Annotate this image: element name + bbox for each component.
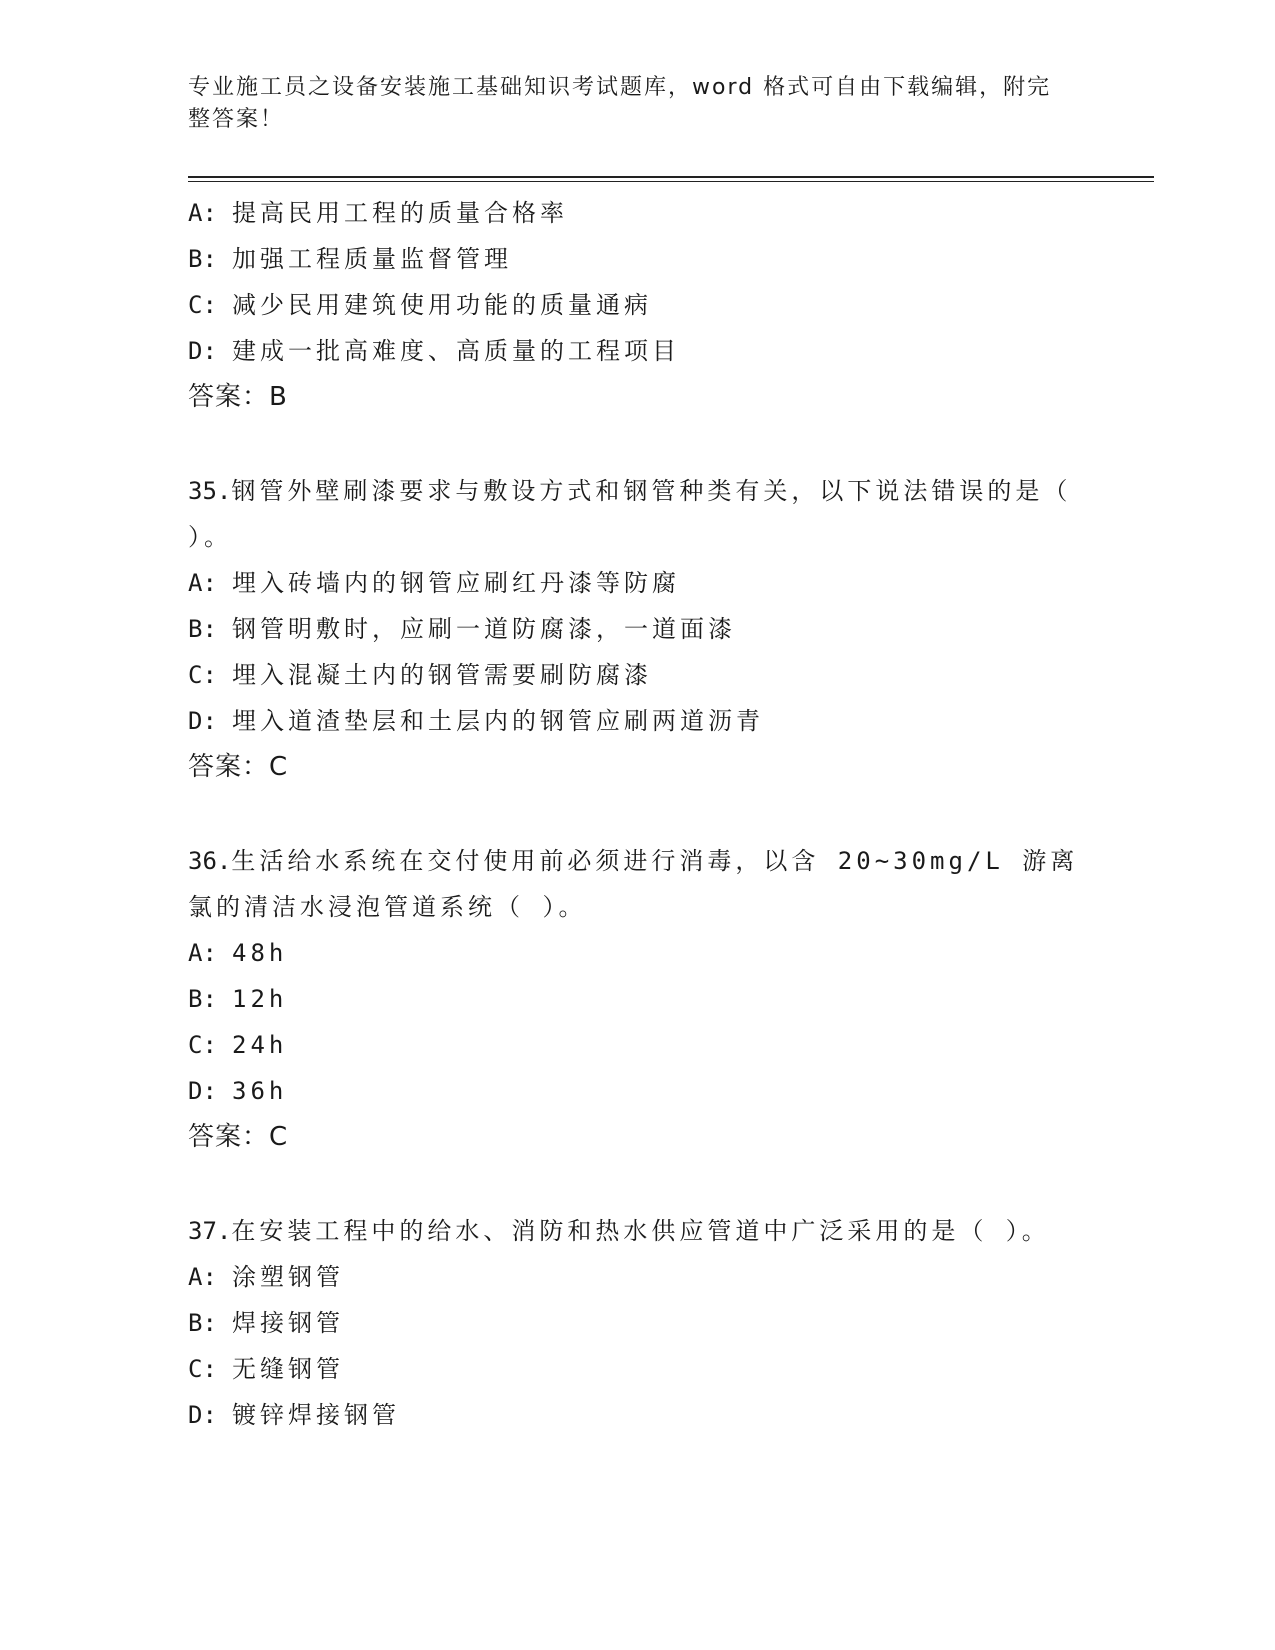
option-text: 加强工程质量监督管理: [232, 245, 512, 273]
question-number: 35.: [188, 477, 232, 505]
option-b: B: 12h: [188, 985, 288, 1013]
option-d: D: 埋入道渣垫层和土层内的钢管应刷两道沥青: [188, 707, 764, 735]
option-text: 提高民用工程的质量合格率: [232, 199, 568, 227]
option-a: A: 涂塑钢管: [188, 1263, 344, 1291]
option-text: 12h: [232, 985, 288, 1013]
answer-value: B: [269, 382, 288, 412]
option-text: 钢管明敷时，应刷一道防腐漆，一道面漆: [232, 615, 736, 643]
question-text: 生活给水系统在交付使用前必须进行消毒，以含 20~30mg/L 游离氯的清洁水浸泡管道系统（ ）。: [188, 847, 1079, 921]
option-text: 镀锌焊接钢管: [232, 1401, 400, 1429]
option-c: C: 减少民用建筑使用功能的质量通病: [188, 291, 652, 319]
question-stem: [188, 838, 1088, 930]
option-text: 36h: [232, 1077, 288, 1105]
option-text: 焊接钢管: [232, 1309, 344, 1337]
answer-value: C: [269, 1122, 289, 1152]
option-text: 24h: [232, 1031, 288, 1059]
option-text: 埋入混凝土内的钢管需要刷防腐漆: [232, 661, 652, 689]
document-header: 专业施工员之设备安装施工基础知识考试题库，word 格式可自由下载编辑，附完整答案！: [188, 75, 1052, 132]
option-d: D: 36h: [188, 1077, 288, 1105]
header-divider-thick: [188, 176, 1154, 178]
question-text: 在安装工程中的给水、消防和热水供应管道中广泛采用的是（ ）。: [231, 1217, 1050, 1245]
option-a: A: 提高民用工程的质量合格率: [188, 199, 568, 227]
question-list: [188, 190, 1088, 1438]
answer-line: 答案：B: [188, 382, 288, 412]
option-text: 建成一批高难度、高质量的工程项目: [232, 337, 680, 365]
option-text: 涂塑钢管: [232, 1263, 344, 1291]
option-text: 埋入道渣垫层和土层内的钢管应刷两道沥青: [232, 707, 764, 735]
option-d: D: 镀锌焊接钢管: [188, 1401, 400, 1429]
option-a: A: 埋入砖墙内的钢管应刷红丹漆等防腐: [188, 569, 680, 597]
option-b: B: 钢管明敷时，应刷一道防腐漆，一道面漆: [188, 615, 736, 643]
option-d: D: 建成一批高难度、高质量的工程项目: [188, 337, 680, 365]
question-number: 36.: [188, 847, 232, 875]
answer-line: 答案：C: [188, 1122, 289, 1152]
question-36: [188, 838, 1088, 1160]
option-c: C: 24h: [188, 1031, 288, 1059]
answer-value: C: [269, 752, 289, 782]
option-text: 无缝钢管: [232, 1355, 344, 1383]
option-b: B: 焊接钢管: [188, 1309, 344, 1337]
option-text: 埋入砖墙内的钢管应刷红丹漆等防腐: [232, 569, 680, 597]
answer-line: 答案：C: [188, 752, 289, 782]
option-a: A: 48h: [188, 939, 288, 967]
option-b: B: 加强工程质量监督管理: [188, 245, 512, 273]
question-35: [188, 468, 1088, 790]
question-number: 37.: [188, 1217, 232, 1245]
option-text: 48h: [232, 939, 288, 967]
option-c: C: 无缝钢管: [188, 1355, 344, 1383]
option-text: 减少民用建筑使用功能的质量通病: [232, 291, 652, 319]
question-stem: [188, 1208, 1088, 1254]
header-divider-thin: [188, 181, 1154, 182]
question-34-continued: [188, 190, 1088, 420]
option-c: C: 埋入混凝土内的钢管需要刷防腐漆: [188, 661, 652, 689]
question-stem: [188, 468, 1088, 560]
question-text: 钢管外壁刷漆要求与敷设方式和钢管种类有关，以下说法错误的是（ ）。: [188, 477, 1072, 551]
question-37: [188, 1208, 1088, 1438]
